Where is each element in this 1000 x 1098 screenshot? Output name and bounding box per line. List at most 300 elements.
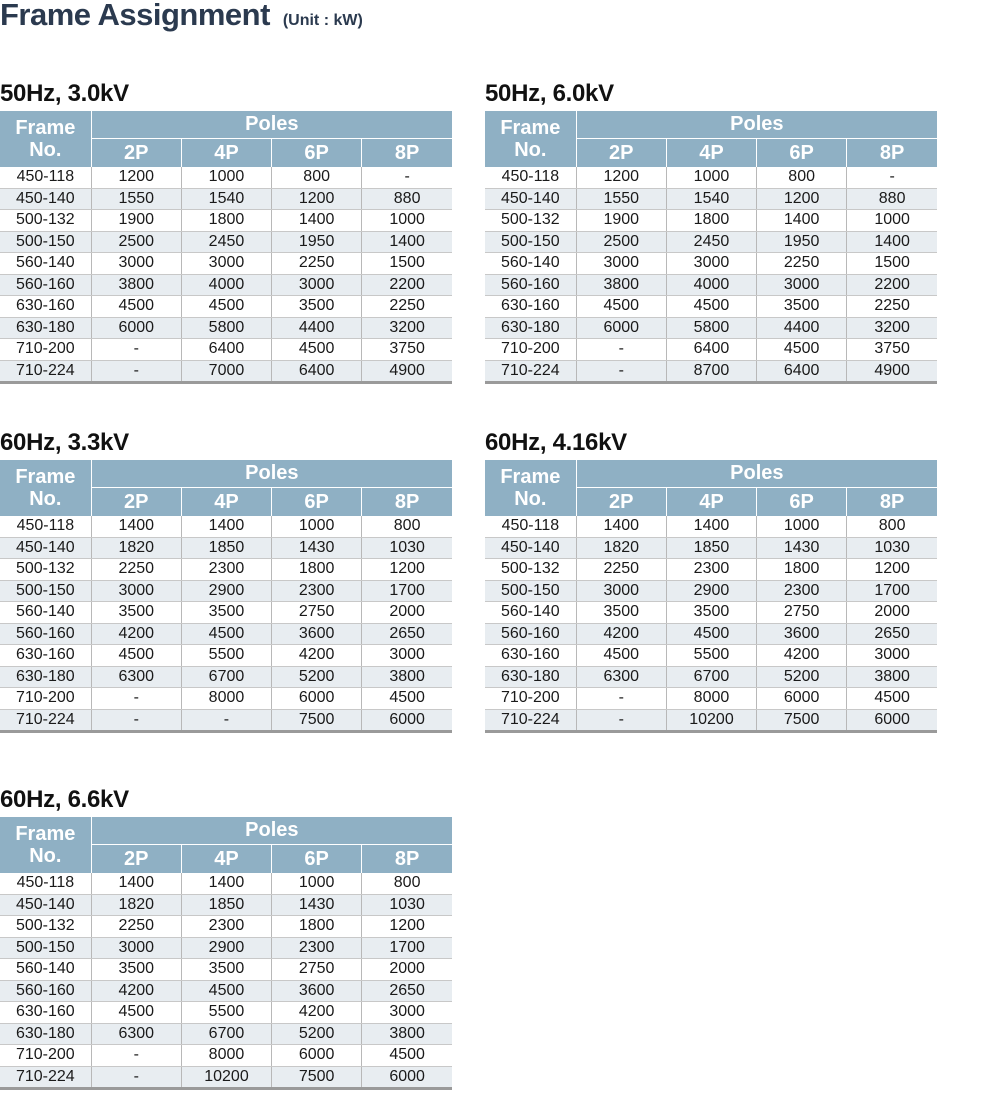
table-row: [0, 253, 452, 275]
frame-number-cell: 710-200: [485, 688, 576, 710]
frame-number-cell: 500-132: [0, 916, 91, 938]
power-value-cell: 800: [272, 167, 362, 188]
table-row: [0, 537, 452, 559]
frame-assignment-table: [485, 460, 937, 733]
power-value-cell: 4500: [666, 296, 756, 318]
power-value-cell: 4200: [91, 980, 181, 1002]
power-value-cell: 1200: [362, 559, 452, 581]
power-value-cell: 4500: [666, 623, 756, 645]
power-value-cell: 3000: [272, 274, 362, 296]
power-value-cell: 6000: [91, 317, 181, 339]
frame-number-cell: 630-180: [0, 666, 91, 688]
power-value-cell: 3000: [576, 580, 666, 602]
table-row: [485, 709, 937, 732]
pole-column-header: 4P: [666, 139, 756, 168]
table-header: [485, 460, 937, 516]
frame-header-line2: No.: [29, 488, 62, 510]
power-value-cell: -: [91, 688, 181, 710]
power-value-cell: 2200: [362, 274, 452, 296]
power-value-cell: 2250: [91, 559, 181, 581]
frame-number-cell: 560-160: [0, 274, 91, 296]
power-value-cell: 1540: [181, 188, 271, 210]
header-row: [485, 111, 937, 139]
table-header: [0, 817, 452, 873]
power-value-cell: 7000: [181, 360, 271, 383]
power-value-cell: 1800: [272, 559, 362, 581]
power-value-cell: 2750: [272, 602, 362, 624]
power-value-cell: 4500: [272, 339, 362, 361]
pole-column-header: 2P: [91, 139, 181, 168]
power-value-cell: 2500: [91, 231, 181, 253]
frame-number-cell: 560-140: [485, 253, 576, 275]
power-value-cell: 1200: [91, 167, 181, 188]
power-value-cell: 2300: [181, 916, 271, 938]
table-row: [0, 1002, 452, 1024]
section-title: 60Hz, 4.16kV: [485, 429, 627, 456]
table-row: [485, 559, 937, 581]
frame-number-cell: 630-180: [485, 666, 576, 688]
table-body: [0, 516, 452, 732]
power-value-cell: 3000: [181, 253, 271, 275]
table-row: [0, 231, 452, 253]
frame-number-cell: 500-132: [0, 559, 91, 581]
power-value-cell: 4500: [757, 339, 847, 361]
table-row: [0, 688, 452, 710]
power-value-cell: 1000: [666, 167, 756, 188]
power-value-cell: -: [576, 339, 666, 361]
power-value-cell: 3600: [272, 623, 362, 645]
table-row: [485, 210, 937, 232]
power-value-cell: 8000: [666, 688, 756, 710]
power-value-cell: -: [91, 1066, 181, 1089]
power-value-cell: 3500: [91, 959, 181, 981]
power-value-cell: -: [362, 167, 452, 188]
power-value-cell: 6400: [272, 360, 362, 383]
frame-no-header: [0, 111, 91, 167]
power-value-cell: 1500: [362, 253, 452, 275]
power-value-cell: 2450: [666, 231, 756, 253]
power-value-cell: 1000: [757, 516, 847, 537]
frame-number-cell: 450-118: [0, 516, 91, 537]
frame-number-cell: 630-160: [0, 645, 91, 667]
power-value-cell: 1550: [576, 188, 666, 210]
power-value-cell: 6300: [91, 1023, 181, 1045]
power-value-cell: 1030: [362, 537, 452, 559]
power-value-cell: -: [576, 360, 666, 383]
power-value-cell: 6000: [362, 709, 452, 732]
power-value-cell: 5500: [666, 645, 756, 667]
table-row: [0, 516, 452, 537]
power-value-cell: 7500: [272, 709, 362, 732]
frame-number-cell: 450-118: [0, 873, 91, 894]
power-value-cell: 3500: [576, 602, 666, 624]
frame-number-cell: 710-224: [0, 709, 91, 732]
table-row: [485, 516, 937, 537]
table-row: [0, 167, 452, 188]
frame-assignment-table: [0, 111, 452, 384]
power-value-cell: 1400: [847, 231, 937, 253]
frame-header-line1: Frame: [500, 117, 561, 139]
power-value-cell: 4500: [91, 296, 181, 318]
frame-number-cell: 630-180: [0, 1023, 91, 1045]
frame-number-cell: 560-140: [0, 253, 91, 275]
pole-column-header: 8P: [362, 139, 452, 168]
power-value-cell: 2000: [847, 602, 937, 624]
power-value-cell: 2250: [91, 916, 181, 938]
header-row: [485, 460, 937, 488]
frame-number-cell: 560-160: [0, 980, 91, 1002]
poles-header: Poles: [91, 460, 452, 488]
frame-number-cell: 500-150: [0, 231, 91, 253]
power-value-cell: 4200: [576, 623, 666, 645]
power-value-cell: 1540: [666, 188, 756, 210]
frame-number-cell: 630-160: [485, 645, 576, 667]
power-value-cell: 4500: [576, 296, 666, 318]
table-row: [485, 231, 937, 253]
power-value-cell: 2650: [362, 980, 452, 1002]
table-row: [0, 210, 452, 232]
power-value-cell: 2750: [272, 959, 362, 981]
frame-assignment-table: [0, 460, 452, 733]
power-value-cell: 3800: [362, 1023, 452, 1045]
power-value-cell: 4500: [576, 645, 666, 667]
power-value-cell: 2250: [362, 296, 452, 318]
pole-column-header: 8P: [847, 139, 937, 168]
frame-number-cell: 710-224: [0, 360, 91, 383]
power-value-cell: 880: [362, 188, 452, 210]
unit-label: (Unit : kW): [282, 12, 363, 29]
power-value-cell: 7500: [272, 1066, 362, 1089]
table-row: [0, 274, 452, 296]
table-header: [0, 460, 452, 516]
frame-number-cell: 630-160: [0, 1002, 91, 1024]
pole-column-header: 4P: [181, 488, 271, 517]
power-value-cell: 1400: [576, 516, 666, 537]
power-value-cell: 1200: [272, 188, 362, 210]
power-value-cell: 1000: [362, 210, 452, 232]
power-value-cell: 4400: [272, 317, 362, 339]
frame-number-cell: 500-150: [485, 231, 576, 253]
table-section-4: [485, 426, 937, 733]
power-value-cell: 2300: [272, 580, 362, 602]
power-value-cell: 3200: [362, 317, 452, 339]
power-value-cell: 3000: [757, 274, 847, 296]
power-value-cell: 1000: [181, 167, 271, 188]
pole-column-header: 8P: [847, 488, 937, 517]
power-value-cell: 1850: [181, 894, 271, 916]
table-row: [0, 937, 452, 959]
power-value-cell: 6300: [576, 666, 666, 688]
power-value-cell: 6400: [181, 339, 271, 361]
power-value-cell: 3750: [362, 339, 452, 361]
table-row: [485, 580, 937, 602]
table-row: [0, 339, 452, 361]
power-value-cell: 3500: [181, 602, 271, 624]
power-value-cell: 5500: [181, 1002, 271, 1024]
frame-number-cell: 710-200: [0, 688, 91, 710]
frame-number-cell: 560-160: [0, 623, 91, 645]
table-row: [0, 360, 452, 383]
table-row: [0, 559, 452, 581]
frame-number-cell: 500-150: [0, 580, 91, 602]
table-row: [0, 709, 452, 732]
power-value-cell: -: [91, 339, 181, 361]
power-value-cell: 6300: [91, 666, 181, 688]
table-row: [0, 317, 452, 339]
power-value-cell: 3800: [362, 666, 452, 688]
power-value-cell: 1800: [272, 916, 362, 938]
power-value-cell: 1900: [91, 210, 181, 232]
table-row: [485, 645, 937, 667]
power-value-cell: 1700: [847, 580, 937, 602]
power-value-cell: 6000: [272, 688, 362, 710]
power-value-cell: 5200: [272, 666, 362, 688]
power-value-cell: 1400: [181, 516, 271, 537]
power-value-cell: -: [576, 688, 666, 710]
table-row: [485, 188, 937, 210]
frame-number-cell: 630-160: [0, 296, 91, 318]
power-value-cell: 1400: [181, 873, 271, 894]
table-row: [0, 1045, 452, 1067]
header-row: [0, 460, 452, 488]
power-value-cell: 3000: [847, 645, 937, 667]
frame-number-cell: 450-140: [0, 894, 91, 916]
power-value-cell: 1800: [666, 210, 756, 232]
poles-header: Poles: [576, 460, 937, 488]
power-value-cell: 1200: [362, 916, 452, 938]
power-value-cell: 800: [362, 516, 452, 537]
power-value-cell: 4500: [181, 980, 271, 1002]
power-value-cell: 1000: [272, 516, 362, 537]
power-value-cell: 4500: [847, 688, 937, 710]
pole-column-header: 6P: [272, 845, 362, 874]
table-row: [485, 623, 937, 645]
power-value-cell: 1030: [847, 537, 937, 559]
power-value-cell: 1200: [847, 559, 937, 581]
table-row: [485, 274, 937, 296]
power-value-cell: 1800: [181, 210, 271, 232]
pole-column-header: 6P: [272, 139, 362, 168]
table-row: [0, 980, 452, 1002]
header-row: [0, 111, 452, 139]
frame-number-cell: 710-224: [0, 1066, 91, 1089]
power-value-cell: 1700: [362, 937, 452, 959]
power-value-cell: 4500: [91, 1002, 181, 1024]
poles-header: Poles: [91, 817, 452, 845]
power-value-cell: 1850: [666, 537, 756, 559]
power-value-cell: 2750: [757, 602, 847, 624]
table-section-3: [0, 426, 452, 733]
power-value-cell: -: [576, 709, 666, 732]
power-value-cell: 1820: [91, 537, 181, 559]
pole-column-header: 6P: [757, 139, 847, 168]
power-value-cell: 5500: [181, 645, 271, 667]
power-value-cell: 1400: [272, 210, 362, 232]
frame-no-header: [0, 817, 91, 873]
frame-number-cell: 450-118: [485, 167, 576, 188]
power-value-cell: 1400: [757, 210, 847, 232]
frame-number-cell: 450-140: [485, 188, 576, 210]
table-header: [0, 111, 452, 167]
frame-number-cell: 450-140: [0, 188, 91, 210]
table-body: [0, 167, 452, 383]
power-value-cell: 1400: [362, 231, 452, 253]
power-value-cell: 1550: [91, 188, 181, 210]
pole-column-header: 6P: [757, 488, 847, 517]
frame-header-line2: No.: [29, 139, 62, 161]
page-title: [0, 0, 363, 39]
table-row: [0, 666, 452, 688]
power-value-cell: 800: [362, 873, 452, 894]
table-row: [0, 1023, 452, 1045]
power-value-cell: 1820: [576, 537, 666, 559]
power-value-cell: 1430: [757, 537, 847, 559]
frame-number-cell: 710-224: [485, 709, 576, 732]
power-value-cell: 2450: [181, 231, 271, 253]
frame-header-line2: No.: [514, 488, 547, 510]
power-value-cell: 3000: [91, 580, 181, 602]
power-value-cell: 880: [847, 188, 937, 210]
power-value-cell: 2250: [576, 559, 666, 581]
power-value-cell: 2000: [362, 602, 452, 624]
pole-column-header: 4P: [181, 139, 271, 168]
power-value-cell: 3800: [91, 274, 181, 296]
section-title: 50Hz, 3.0kV: [0, 80, 129, 107]
power-value-cell: 4200: [757, 645, 847, 667]
power-value-cell: 2250: [847, 296, 937, 318]
power-value-cell: 10200: [181, 1066, 271, 1089]
power-value-cell: 1400: [666, 516, 756, 537]
table-section-1: [0, 77, 452, 384]
pole-column-header: 8P: [362, 845, 452, 874]
frame-header-line1: Frame: [15, 823, 76, 845]
power-value-cell: 3500: [666, 602, 756, 624]
power-value-cell: 2300: [757, 580, 847, 602]
table-section-5: [0, 783, 452, 1090]
power-value-cell: 2900: [666, 580, 756, 602]
power-value-cell: 2300: [272, 937, 362, 959]
power-value-cell: 6700: [181, 1023, 271, 1045]
power-value-cell: 3200: [847, 317, 937, 339]
table-row: [0, 894, 452, 916]
table-row: [0, 296, 452, 318]
power-value-cell: 2650: [362, 623, 452, 645]
frame-number-cell: 500-132: [485, 210, 576, 232]
power-value-cell: 3750: [847, 339, 937, 361]
frame-number-cell: 560-160: [485, 623, 576, 645]
power-value-cell: 2200: [847, 274, 937, 296]
table-row: [0, 188, 452, 210]
power-value-cell: 4200: [91, 623, 181, 645]
power-value-cell: 3600: [272, 980, 362, 1002]
frame-number-cell: 450-140: [0, 537, 91, 559]
power-value-cell: 4000: [181, 274, 271, 296]
power-value-cell: 2300: [181, 559, 271, 581]
frame-number-cell: 630-180: [485, 317, 576, 339]
power-value-cell: 1430: [272, 894, 362, 916]
power-value-cell: 4000: [666, 274, 756, 296]
power-value-cell: 6000: [847, 709, 937, 732]
power-value-cell: 1030: [362, 894, 452, 916]
header-row: [0, 817, 452, 845]
table-row: [0, 602, 452, 624]
frame-assignment-table: [485, 111, 937, 384]
power-value-cell: 1900: [576, 210, 666, 232]
power-value-cell: 4200: [272, 1002, 362, 1024]
power-value-cell: 4500: [362, 688, 452, 710]
frame-number-cell: 710-224: [485, 360, 576, 383]
frame-number-cell: 500-150: [485, 580, 576, 602]
table-row: [0, 645, 452, 667]
table-row: [0, 916, 452, 938]
frame-header-line2: No.: [514, 139, 547, 161]
power-value-cell: 1000: [272, 873, 362, 894]
power-value-cell: 6700: [181, 666, 271, 688]
power-value-cell: 3500: [272, 296, 362, 318]
frame-number-cell: 710-200: [485, 339, 576, 361]
power-value-cell: 8000: [181, 688, 271, 710]
table-row: [485, 339, 937, 361]
power-value-cell: 2900: [181, 937, 271, 959]
poles-header: Poles: [576, 111, 937, 139]
power-value-cell: 1200: [757, 188, 847, 210]
frame-number-cell: 630-180: [0, 317, 91, 339]
power-value-cell: 3000: [666, 253, 756, 275]
power-value-cell: 2650: [847, 623, 937, 645]
frame-no-header: [485, 111, 576, 167]
page-title-text: Frame Assignment: [0, 0, 270, 32]
power-value-cell: 3800: [576, 274, 666, 296]
power-value-cell: 1950: [757, 231, 847, 253]
power-value-cell: 3600: [757, 623, 847, 645]
section-title: 60Hz, 6.6kV: [0, 786, 129, 813]
frame-number-cell: 560-140: [485, 602, 576, 624]
power-value-cell: 4900: [362, 360, 452, 383]
table-body: [485, 167, 937, 383]
power-value-cell: 1400: [91, 516, 181, 537]
table-row: [0, 1066, 452, 1089]
frame-number-cell: 500-132: [0, 210, 91, 232]
table-row: [485, 666, 937, 688]
table-row: [485, 167, 937, 188]
frame-number-cell: 560-140: [0, 602, 91, 624]
power-value-cell: 800: [847, 516, 937, 537]
power-value-cell: 6000: [576, 317, 666, 339]
frame-number-cell: 710-200: [0, 1045, 91, 1067]
power-value-cell: 3000: [91, 937, 181, 959]
power-value-cell: 6000: [757, 688, 847, 710]
table-row: [485, 537, 937, 559]
power-value-cell: 1000: [847, 210, 937, 232]
power-value-cell: 800: [757, 167, 847, 188]
table-section-2: [485, 77, 937, 384]
power-value-cell: 3500: [181, 959, 271, 981]
frame-number-cell: 560-140: [0, 959, 91, 981]
power-value-cell: 4500: [362, 1045, 452, 1067]
power-value-cell: 2300: [666, 559, 756, 581]
power-value-cell: 10200: [666, 709, 756, 732]
power-value-cell: 2900: [181, 580, 271, 602]
frame-number-cell: 450-118: [0, 167, 91, 188]
frame-header-line1: Frame: [15, 466, 76, 488]
power-value-cell: 3000: [362, 1002, 452, 1024]
table-header: [485, 111, 937, 167]
power-value-cell: 1500: [847, 253, 937, 275]
frame-no-header: [0, 460, 91, 516]
table-body: [0, 873, 452, 1089]
frame-number-cell: 450-118: [485, 516, 576, 537]
power-value-cell: -: [91, 1045, 181, 1067]
